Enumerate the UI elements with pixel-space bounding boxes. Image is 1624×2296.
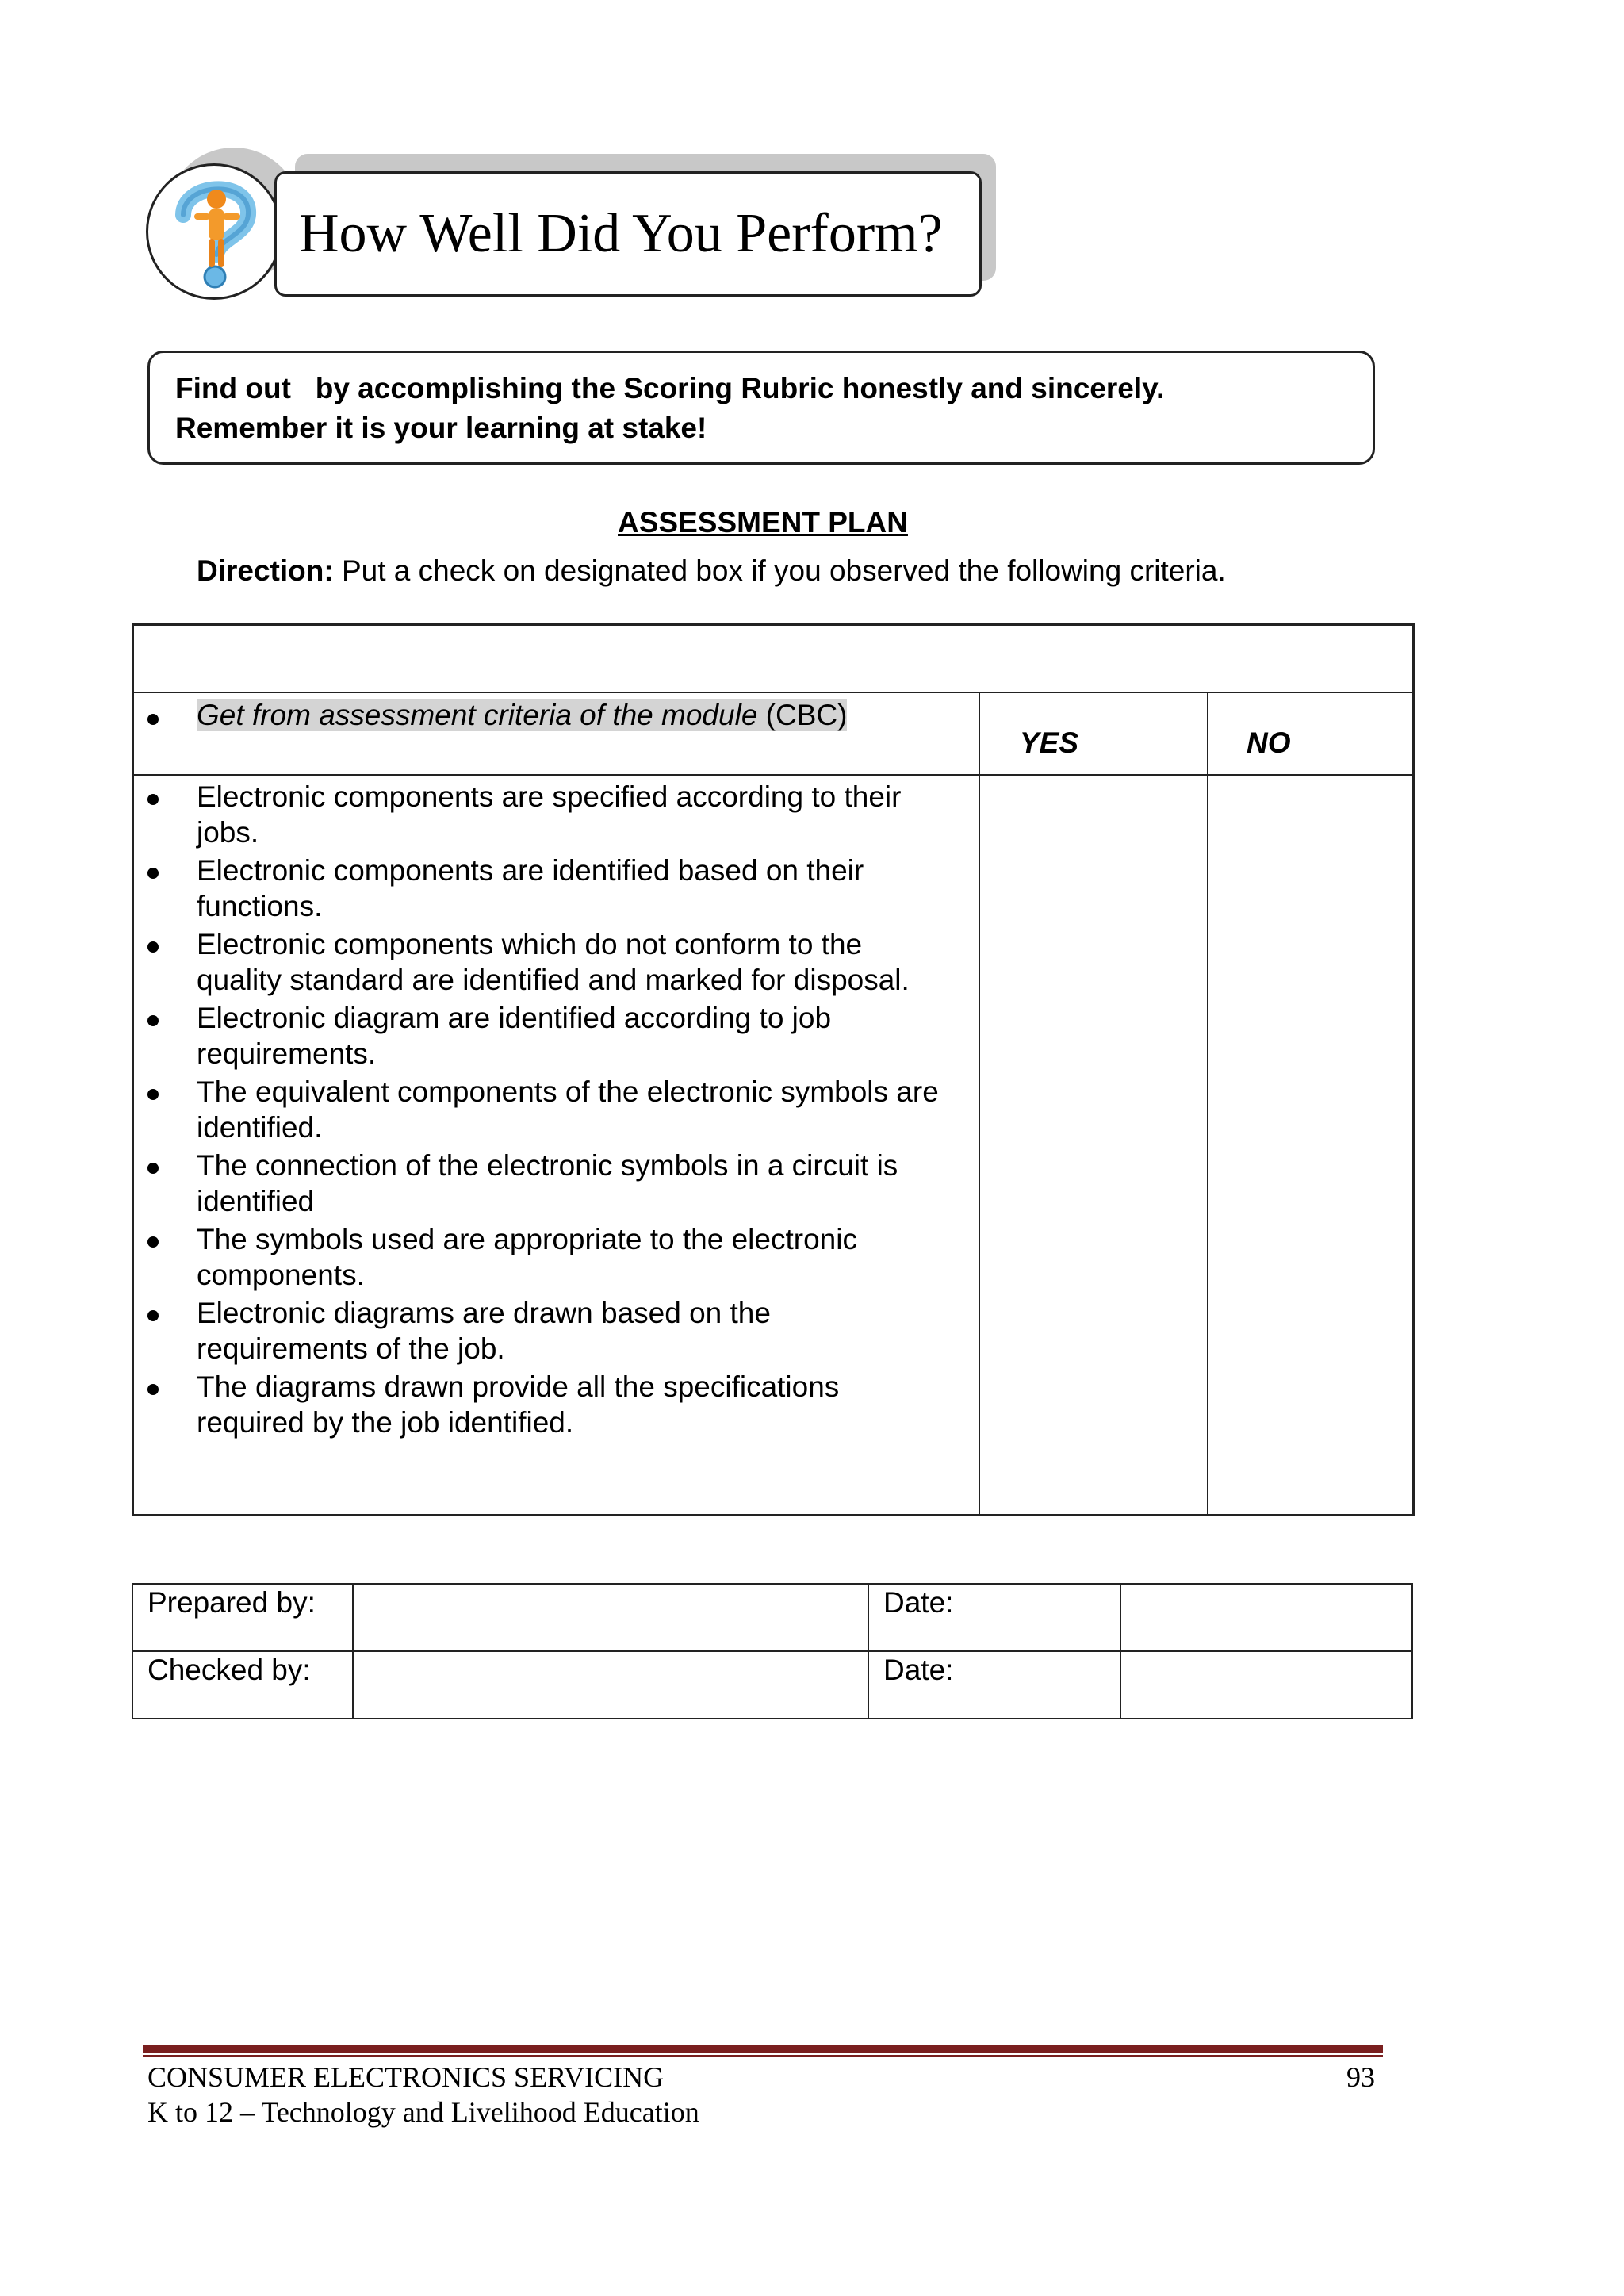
instruction-box bbox=[147, 351, 1375, 465]
criteria-bullet bbox=[147, 1089, 159, 1100]
criteria-item bbox=[197, 1148, 990, 1219]
criteria-bullet bbox=[147, 1384, 159, 1395]
table-border bbox=[132, 1514, 1415, 1516]
footer-rule bbox=[143, 2045, 1383, 2053]
criteria-bullet bbox=[147, 794, 159, 805]
question-mark-figure-icon bbox=[146, 163, 282, 300]
criteria-item-line: Electronic diagrams are drawn based on the bbox=[197, 1297, 771, 1329]
criteria-item-line: quality standard are identified and marked for disposal. bbox=[197, 964, 910, 996]
column-separator bbox=[868, 1583, 869, 1719]
bullet bbox=[147, 714, 159, 725]
footer-subject: CONSUMER ELECTRONICS SERVICING bbox=[147, 2061, 665, 2093]
page-number: 93 bbox=[1346, 2061, 1375, 2093]
criteria-item bbox=[197, 1295, 990, 1366]
criteria-bullet bbox=[147, 1236, 159, 1248]
assessment-plan-title: ASSESSMENT PLAN bbox=[618, 506, 908, 539]
prepared-by-label: Prepared by: bbox=[147, 1586, 316, 1619]
direction-body: Put a check on designated box if you observed the following criteria. bbox=[333, 554, 1226, 587]
prepared-by-field[interactable] bbox=[354, 1585, 868, 1650]
criteria-item-line: Electronic diagram are identified according to job bbox=[197, 1002, 832, 1034]
criteria-item-line: required by the job identified. bbox=[197, 1406, 574, 1439]
checked-date-field[interactable] bbox=[1121, 1652, 1411, 1718]
no-check-cell[interactable] bbox=[1208, 776, 1412, 1514]
footer-program: K to 12 – Technology and Livelihood Education bbox=[147, 2096, 699, 2128]
criteria-header bbox=[197, 697, 847, 733]
signature-table bbox=[132, 1583, 1413, 1719]
direction-label: Direction: bbox=[197, 554, 334, 587]
table-border bbox=[1412, 623, 1415, 1516]
criteria-item-line: Electronic components which do not conform to the bbox=[197, 928, 863, 960]
criteria-item bbox=[197, 1221, 990, 1293]
criteria-item-line: The symbols used are appropriate to the electronic bbox=[197, 1223, 857, 1255]
criteria-item-line: Electronic components are specified according to their bbox=[197, 780, 902, 813]
criteria-bullet bbox=[147, 868, 159, 879]
table-border bbox=[132, 1583, 133, 1719]
criteria-item bbox=[197, 1369, 990, 1440]
criteria-item-line: Electronic components are identified based on their bbox=[197, 854, 864, 887]
criteria-item-line: The equivalent components of the electronic symbols are bbox=[197, 1075, 939, 1108]
table-border bbox=[132, 623, 134, 1516]
instruction-line-1: Find out by accomplishing the Scoring Rubric honestly and sincerely. bbox=[175, 372, 1165, 404]
rubric-table bbox=[132, 623, 1415, 1516]
criteria-item-line: requirements. bbox=[197, 1037, 377, 1070]
no-column-header: NO bbox=[1247, 726, 1291, 759]
yes-check-cell[interactable] bbox=[980, 776, 1207, 1514]
criteria-bullet bbox=[147, 941, 159, 953]
date-label: Date: bbox=[883, 1586, 954, 1619]
criteria-bullet bbox=[147, 1310, 159, 1321]
criteria-header-italic: Get from assessment criteria of the module bbox=[197, 699, 758, 731]
criteria-item-line: components. bbox=[197, 1259, 365, 1291]
prepared-date-field[interactable] bbox=[1121, 1585, 1411, 1650]
section-banner bbox=[143, 143, 999, 309]
criteria-item-line: identified bbox=[197, 1185, 315, 1217]
criteria-item-line: jobs. bbox=[197, 816, 259, 849]
criteria-bullet bbox=[147, 1015, 159, 1026]
criteria-item bbox=[197, 1000, 990, 1071]
banner-title: How Well Did You Perform? bbox=[274, 171, 982, 297]
table-border bbox=[132, 1718, 1413, 1719]
criteria-item-line: The diagrams drawn provide all the specifications bbox=[197, 1370, 840, 1403]
criteria-item bbox=[197, 926, 990, 998]
table-border bbox=[1411, 1583, 1413, 1719]
table-border bbox=[132, 623, 1415, 626]
date-label: Date: bbox=[883, 1654, 954, 1686]
footer-rule bbox=[143, 2055, 1383, 2057]
criteria-item-line: requirements of the job. bbox=[197, 1332, 505, 1365]
criteria-item bbox=[197, 779, 990, 850]
criteria-bullet bbox=[147, 1163, 159, 1174]
checked-by-label: Checked by: bbox=[147, 1654, 311, 1686]
criteria-item-line: identified. bbox=[197, 1111, 323, 1144]
criteria-item-line: The connection of the electronic symbols in a circuit is bbox=[197, 1149, 898, 1182]
criteria-header-suffix: (CBC) bbox=[757, 699, 848, 731]
direction-text bbox=[197, 554, 1226, 588]
criteria-item-line: functions. bbox=[197, 890, 323, 922]
instruction-line-2: Remember it is your learning at stake! bbox=[175, 412, 707, 444]
criteria-item bbox=[197, 853, 990, 924]
criteria-item bbox=[197, 1074, 990, 1145]
checked-by-field[interactable] bbox=[354, 1652, 868, 1718]
row-separator bbox=[132, 692, 1415, 693]
yes-column-header: YES bbox=[1020, 726, 1079, 759]
